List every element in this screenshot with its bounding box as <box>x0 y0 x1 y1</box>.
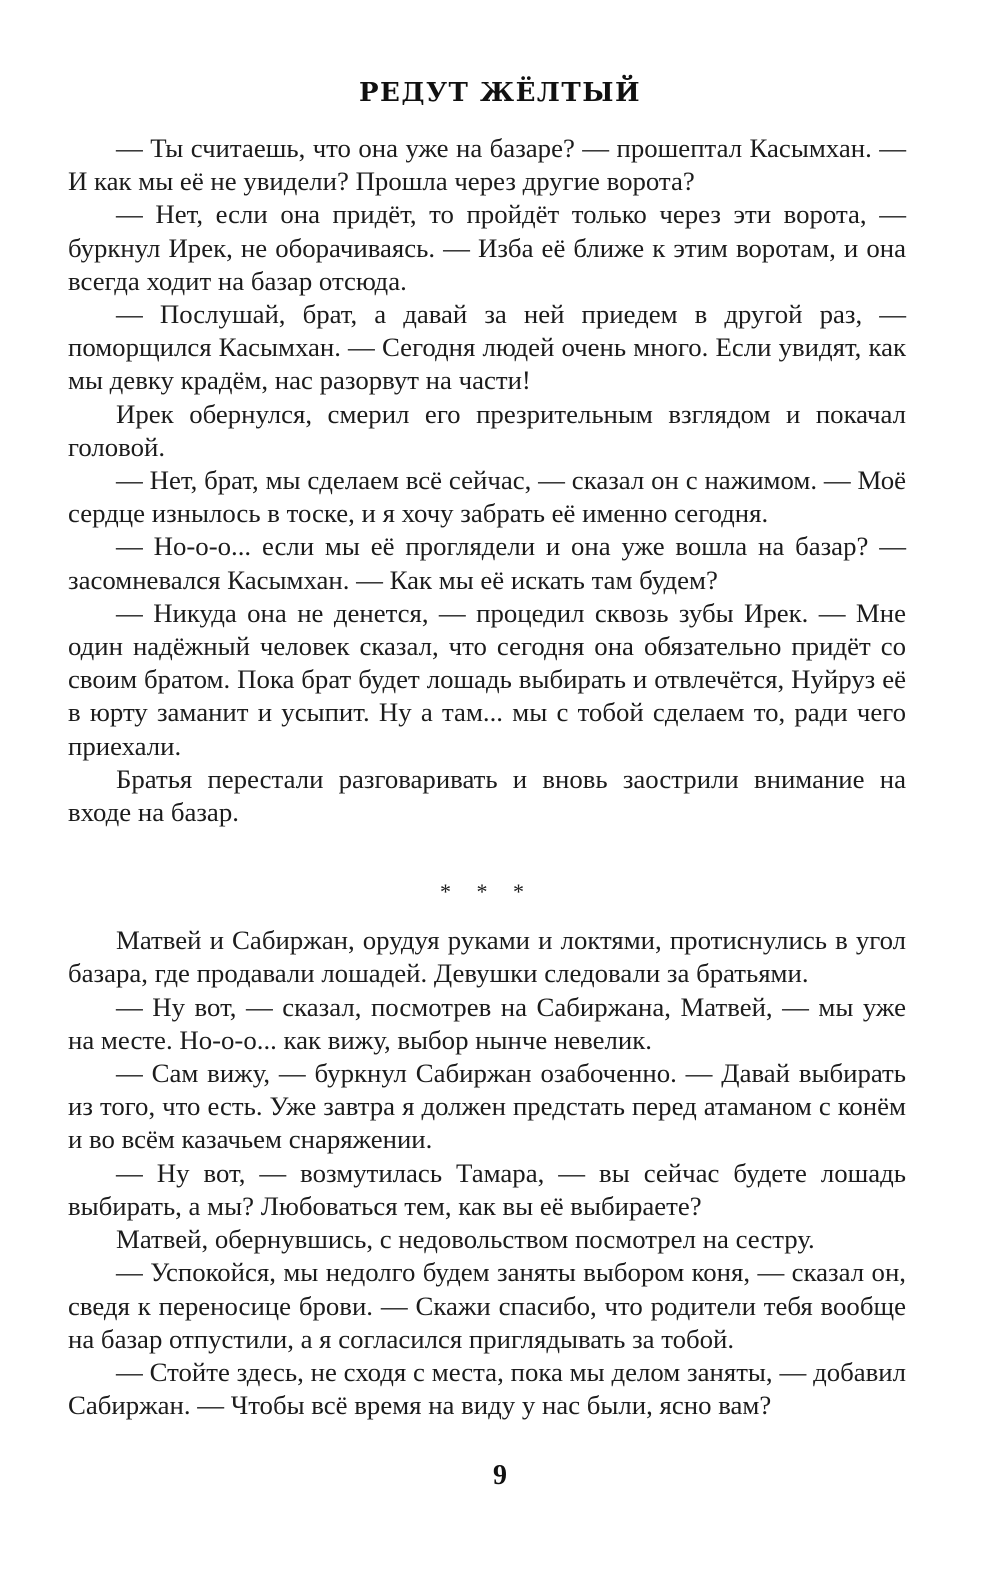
section-break <box>68 829 906 924</box>
paragraph: — Сам вижу, — буркнул Сабиржан озабоченно. — Давай выбирать из того, что есть. Уже завтра я должен предстать перед атаманом с конём и во всём казачьем снаряжении. <box>68 1058 906 1155</box>
paragraph: — Но-о-о... если мы её проглядели и она уже вошла на базар? — засомневался Касымхан. — Как мы её искать там будем? <box>68 531 906 595</box>
paragraph: — Успокойся, мы недолго будем заняты выбором коня, — сказал он, сведя к переносице брови. — Скажи спасибо, что родители тебя вообще на базар отпустили, а я согласился приглядывать за тобой. <box>68 1257 906 1354</box>
paragraph: Матвей, обернувшись, с недовольством посмотрел на сестру. <box>116 1224 815 1255</box>
paragraph: — Нет, брат, мы сделаем всё сейчас, — сказал он с нажимом. — Моё сердце изнылось в тоске, и я хочу забрать её именно сегодня. <box>68 465 906 529</box>
paragraph: — Стойте здесь, не сходя с места, пока мы делом заняты, — добавил Сабиржан. — Чтобы всё время на виду у нас были, ясно вам? <box>68 1356 906 1421</box>
paragraph: — Ну вот, — сказал, посмотрев на Сабиржана, Матвей, — мы уже на месте. Но-о-о... как вижу, выбор нынче невелик. <box>68 991 906 1055</box>
paragraph: — Ну вот, — возмутилась Тамара, — вы сейчас будете лошадь выбирать, а мы? Любоваться тем, как вы её выбираете? <box>68 1157 906 1221</box>
running-title: РЕДУТ ЖЁЛТЫЙ <box>358 78 642 108</box>
paragraph: — Нет, если она придёт, то пройдёт только через эти ворота, — буркнул Ирек, не оборачиваясь. — Изба её ближе к этим воротам, и она всегда ходит на базар отсюда. <box>68 199 906 296</box>
paragraph: Матвей и Сабиржан, орудуя руками и локтями, протиснулись в угол базара, где продавали лошадей. Девушки следовали за братьями. <box>68 925 906 989</box>
paragraph: — Никуда она не денется, — процедил сквозь зубы Ирек. — Мне один надёжный человек сказал, что сегодня она обязательно придёт со своим братом. Пока брат будет лошадь выбирать и отвлечётся, Нуйруз её в юрту заманит и усыпит. Ну а там... мы с тобой сделаем то, ради чего приехали. <box>68 597 906 761</box>
paragraph: Ирек обернулся, смерил его презрительным взглядом и покачал головой. <box>68 398 906 462</box>
paragraph: — Послушай, брат, а давай за ней приедем в другой раз, — поморщился Касымхан. — Сегодня людей очень много. Если увидят, как мы девку крадём, нас разорвут на части! <box>68 299 906 396</box>
body-text <box>68 132 906 1422</box>
paragraph: Братья перестали разговаривать и вновь заострили внимание на входе на базар. <box>68 763 906 828</box>
paragraph: — Ты считаешь, что она уже на базаре? — прошептал Касымхан. — И как мы её не увидели? Прошла через другие ворота? <box>68 133 906 197</box>
section-break-asterisks: * * * <box>440 879 534 905</box>
page-number: 9 <box>493 1460 507 1491</box>
